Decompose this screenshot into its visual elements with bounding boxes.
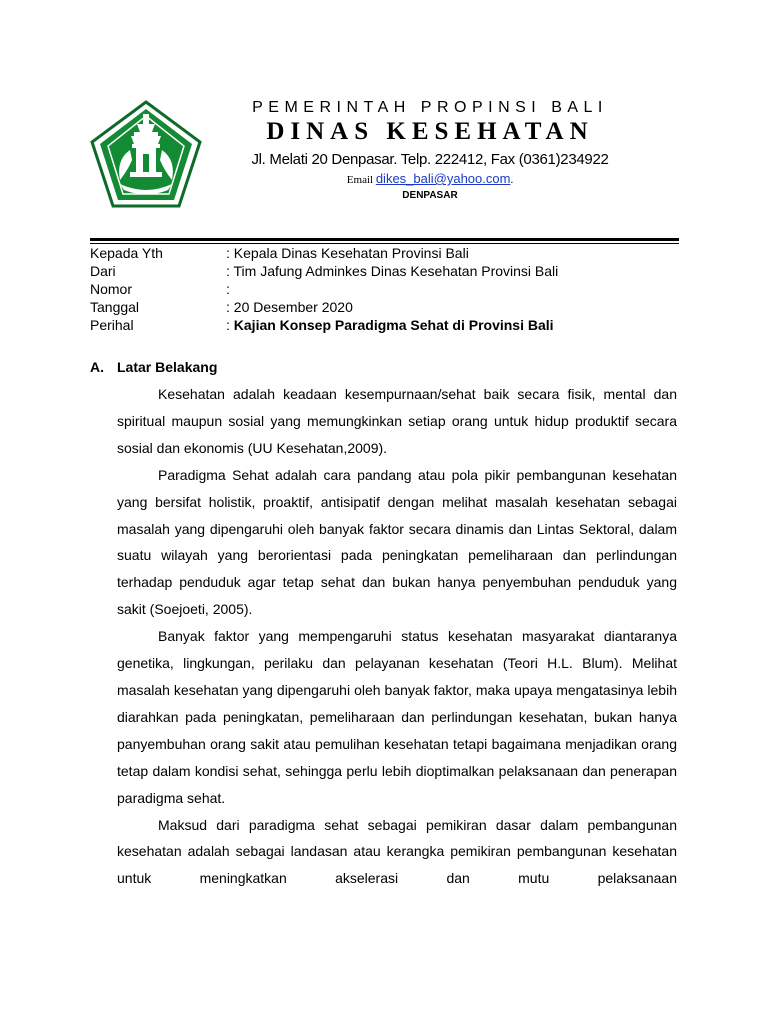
memo-header [90,244,690,334]
memo-label: Perihal [90,317,134,333]
city-name: DENPASAR [402,190,458,201]
memo-value: : 20 Desember 2020 [226,299,353,315]
memo-value: : Tim Jafung Adminkes Dinas Kesehatan Provinsi Bali [226,263,559,279]
body-text [117,381,677,892]
department-title: DINAS KESEHATAN [266,118,594,145]
government-title: PEMERINTAH PROPINSI BALI [252,99,608,116]
memo-row-nomor [90,280,690,298]
email-line [300,171,560,186]
memo-label: Tanggal [90,299,140,315]
bali-province-emblem-icon [90,100,202,208]
email-suffix: . [510,174,514,186]
perihal-colon: : [226,317,234,333]
paragraph: Maksud dari paradigma sehat sebagai pemikiran dasar dalam pembangunan kesehatan adalah sebagai landasan atau kerangka pemikiran pembangunan kesehatan untuk meningkatkan akselerasi dan mutu pelaksanaan [117,816,677,887]
paragraph: Paradigma Sehat adalah cara pandang atau pola pikir pembangunan kesehatan yang bersifat holistik, proaktif, antisipatif dengan melihat masalah kesehatan sebagai masalah yang dipengaruhi oleh banyak faktor secara dinamis dan Lintas Sektoral, dalam suatu wilayah yang berorientasi pada peningkatan pemeliharaan dan perlindungan terhadap penduduk agar tetap sehat dan bukan hanya penyembuhan penduduk yang sakit (Soejoeti, 2005). [117,466,677,618]
memo-row-perihal [90,316,690,334]
memo-label: Nomor [90,281,133,297]
email-label: Email [346,174,374,186]
paragraph: Banyak faktor yang mempengaruhi status kesehatan masyarakat diantaranya genetika, lingkungan, perilaku dan pelayanan kesehatan (Teori H.L. Blum). Melihat masalah kesehatan yang dipengaruhi oleh banyak faktor, maka upaya mengatasinya lebih diarahkan pada peningkatan, pemeliharaan dan perlindungan kesehatan, bukan hanya panyembuhan orang sakit atau pemulihan kesehatan tetapi bagaimana menjadikan orang tetap dalam kondisi sehat, sehingga perlu lebih dioptimalkan pelaksanaan dan penerapan paradigma sehat. [117,628,677,806]
email-link[interactable]: dikes_bali@yahoo.com [375,171,511,186]
memo-label: Dari [90,263,116,279]
section-title: Latar Belakang [117,359,218,375]
memo-label: Kepada Yth [90,245,163,261]
memo-row-dari [90,262,690,280]
letterhead-rule-thick [90,238,679,241]
section-heading [90,359,217,375]
section-number: A. [90,359,104,375]
perihal-subject: Kajian Konsep Paradigma Sehat di Provinsi Bali [233,317,554,333]
office-address: Jl. Melati 20 Denpasar. Telp. 222412, Fax (0361)234922 [251,151,609,168]
memo-row-tanggal [90,298,690,316]
memo-row-kepada [90,244,690,262]
memo-value [226,316,554,334]
memo-value: : Kepala Dinas Kesehatan Provinsi Bali [226,245,469,261]
paragraph: Kesehatan adalah keadaan kesempurnaan/sehat baik secara fisik, mental dan spiritual maupun sosial yang memungkinkan setiap orang untuk hidup produktif secara sosial dan ekonomis (UU Kesehatan,2009). [117,386,677,456]
memo-value: : [226,281,230,297]
